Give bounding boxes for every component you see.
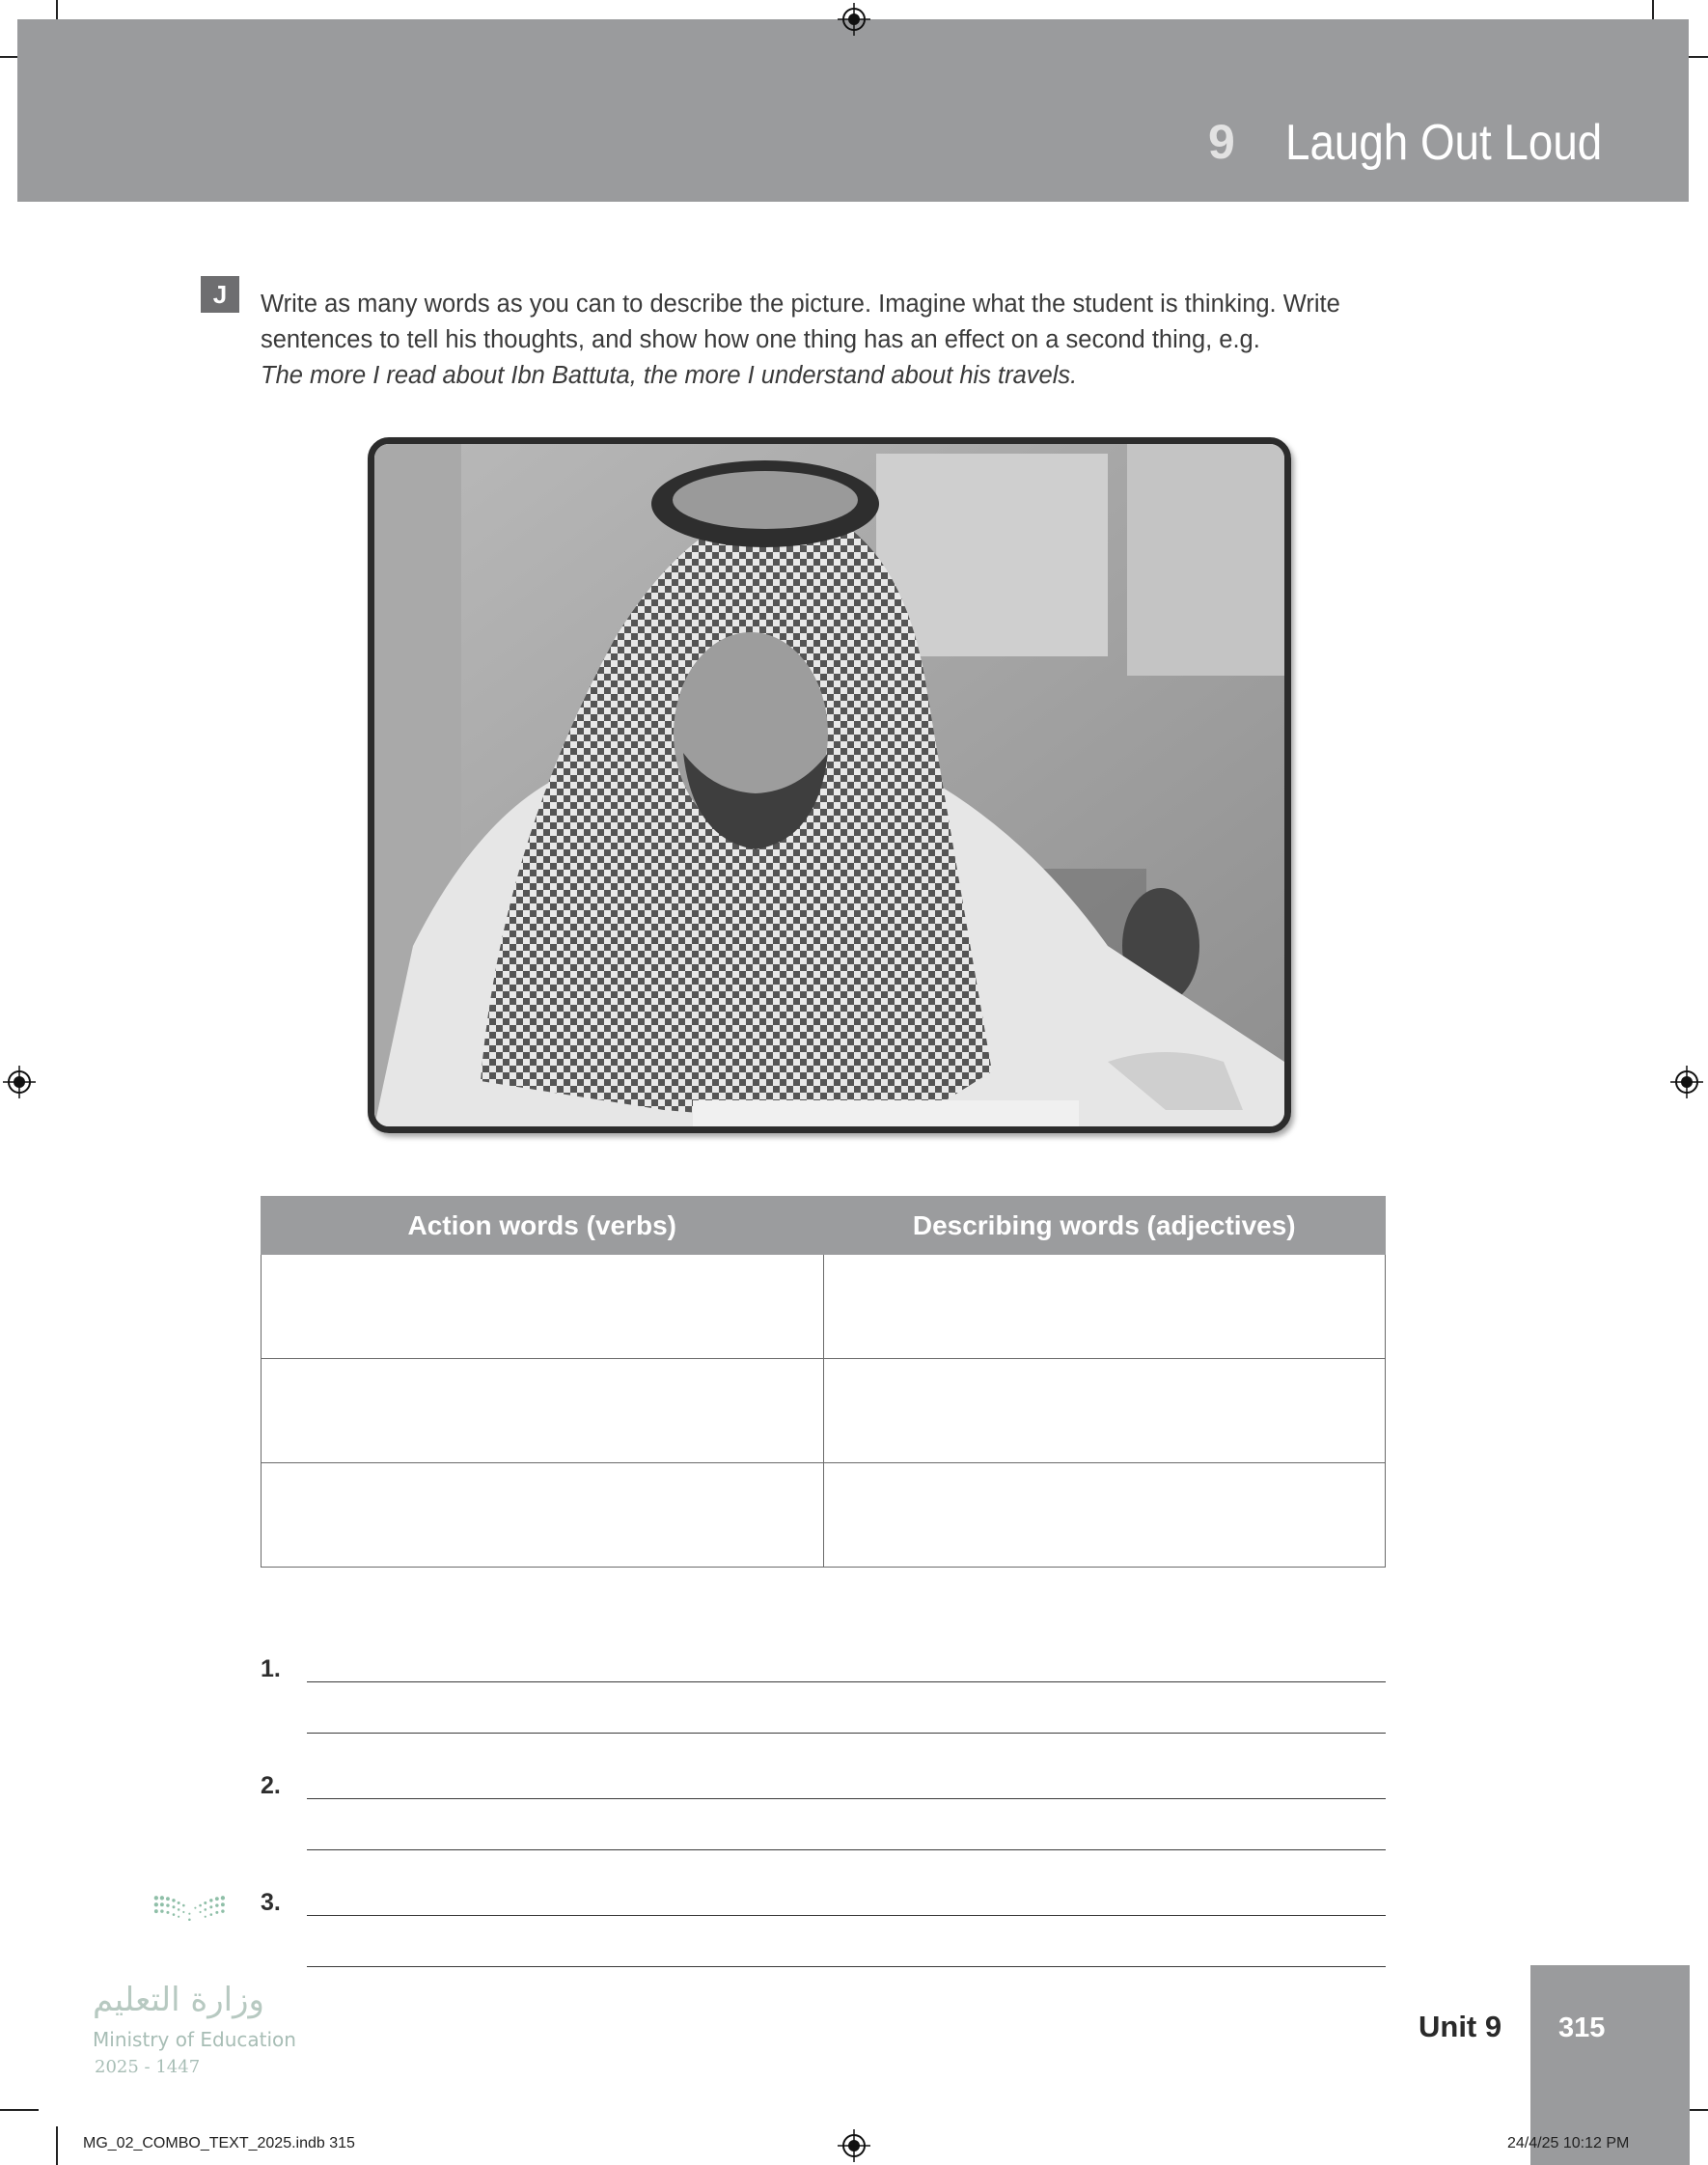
unit-title: Laugh Out Loud — [1285, 115, 1603, 171]
sentence-writing-line[interactable] — [307, 1849, 1386, 1850]
sentence-writing-line[interactable] — [307, 1681, 1386, 1682]
page-number: 315 — [1558, 2012, 1606, 2043]
sentence-writing-line[interactable] — [307, 1966, 1386, 1967]
instruction-text: Write as many words as you can to describe the picture. Imagine what the student is thinking. Write sentences to tell his thoughts, and show how one thing has an effect on a second thing, e.g. — [261, 291, 1340, 353]
registration-mark-icon — [1670, 1066, 1703, 1098]
registration-mark-icon — [838, 2129, 870, 2162]
verb-answer-cell[interactable] — [262, 1255, 824, 1359]
sentence-writing-line[interactable] — [307, 1915, 1386, 1916]
print-slug-filename: MG_02_COMBO_TEXT_2025.indb 315 — [83, 2135, 355, 2151]
header-band — [17, 19, 1689, 202]
table-row — [262, 1359, 1386, 1463]
sentence-writing-line[interactable] — [307, 1798, 1386, 1799]
print-slug-timestamp: 24/4/25 10:12 PM — [1507, 2135, 1630, 2151]
ministry-of-education-logo-icon — [92, 1894, 304, 1973]
table-row — [262, 1463, 1386, 1568]
crop-mark — [0, 2109, 39, 2111]
word-table — [261, 1196, 1386, 1568]
registration-mark-icon — [838, 3, 870, 36]
unit-number: 9 — [1208, 115, 1235, 169]
sentence-number-1: 1. — [261, 1655, 281, 1682]
sentence-number-2: 2. — [261, 1772, 281, 1799]
verb-answer-cell[interactable] — [262, 1463, 824, 1568]
activity-instructions — [261, 287, 1409, 394]
ministry-years: 2025 - 1447 — [95, 2057, 201, 2077]
table-row — [262, 1255, 1386, 1359]
ministry-arabic-name: وزارة التعليم — [93, 1981, 264, 2019]
registration-mark-icon — [3, 1066, 36, 1098]
footer-unit-label: Unit 9 — [1419, 2010, 1502, 2043]
sentence-number-3: 3. — [261, 1889, 281, 1916]
adjective-answer-cell[interactable] — [823, 1463, 1386, 1568]
activity-letter-badge: J — [201, 276, 239, 313]
adjective-answer-cell[interactable] — [823, 1255, 1386, 1359]
adjective-answer-cell[interactable] — [823, 1359, 1386, 1463]
column-header-verbs: Action words (verbs) — [262, 1197, 824, 1255]
crop-mark — [56, 2126, 58, 2165]
student-reading-photo — [368, 437, 1291, 1133]
example-sentence: The more I read about Ibn Battuta, the more I understand about his travels. — [261, 362, 1078, 389]
sentence-writing-line[interactable] — [307, 1733, 1386, 1734]
column-header-adjectives: Describing words (adjectives) — [823, 1197, 1386, 1255]
verb-answer-cell[interactable] — [262, 1359, 824, 1463]
table-header-row — [262, 1197, 1386, 1255]
ministry-english-name: Ministry of Education — [93, 2028, 296, 2051]
